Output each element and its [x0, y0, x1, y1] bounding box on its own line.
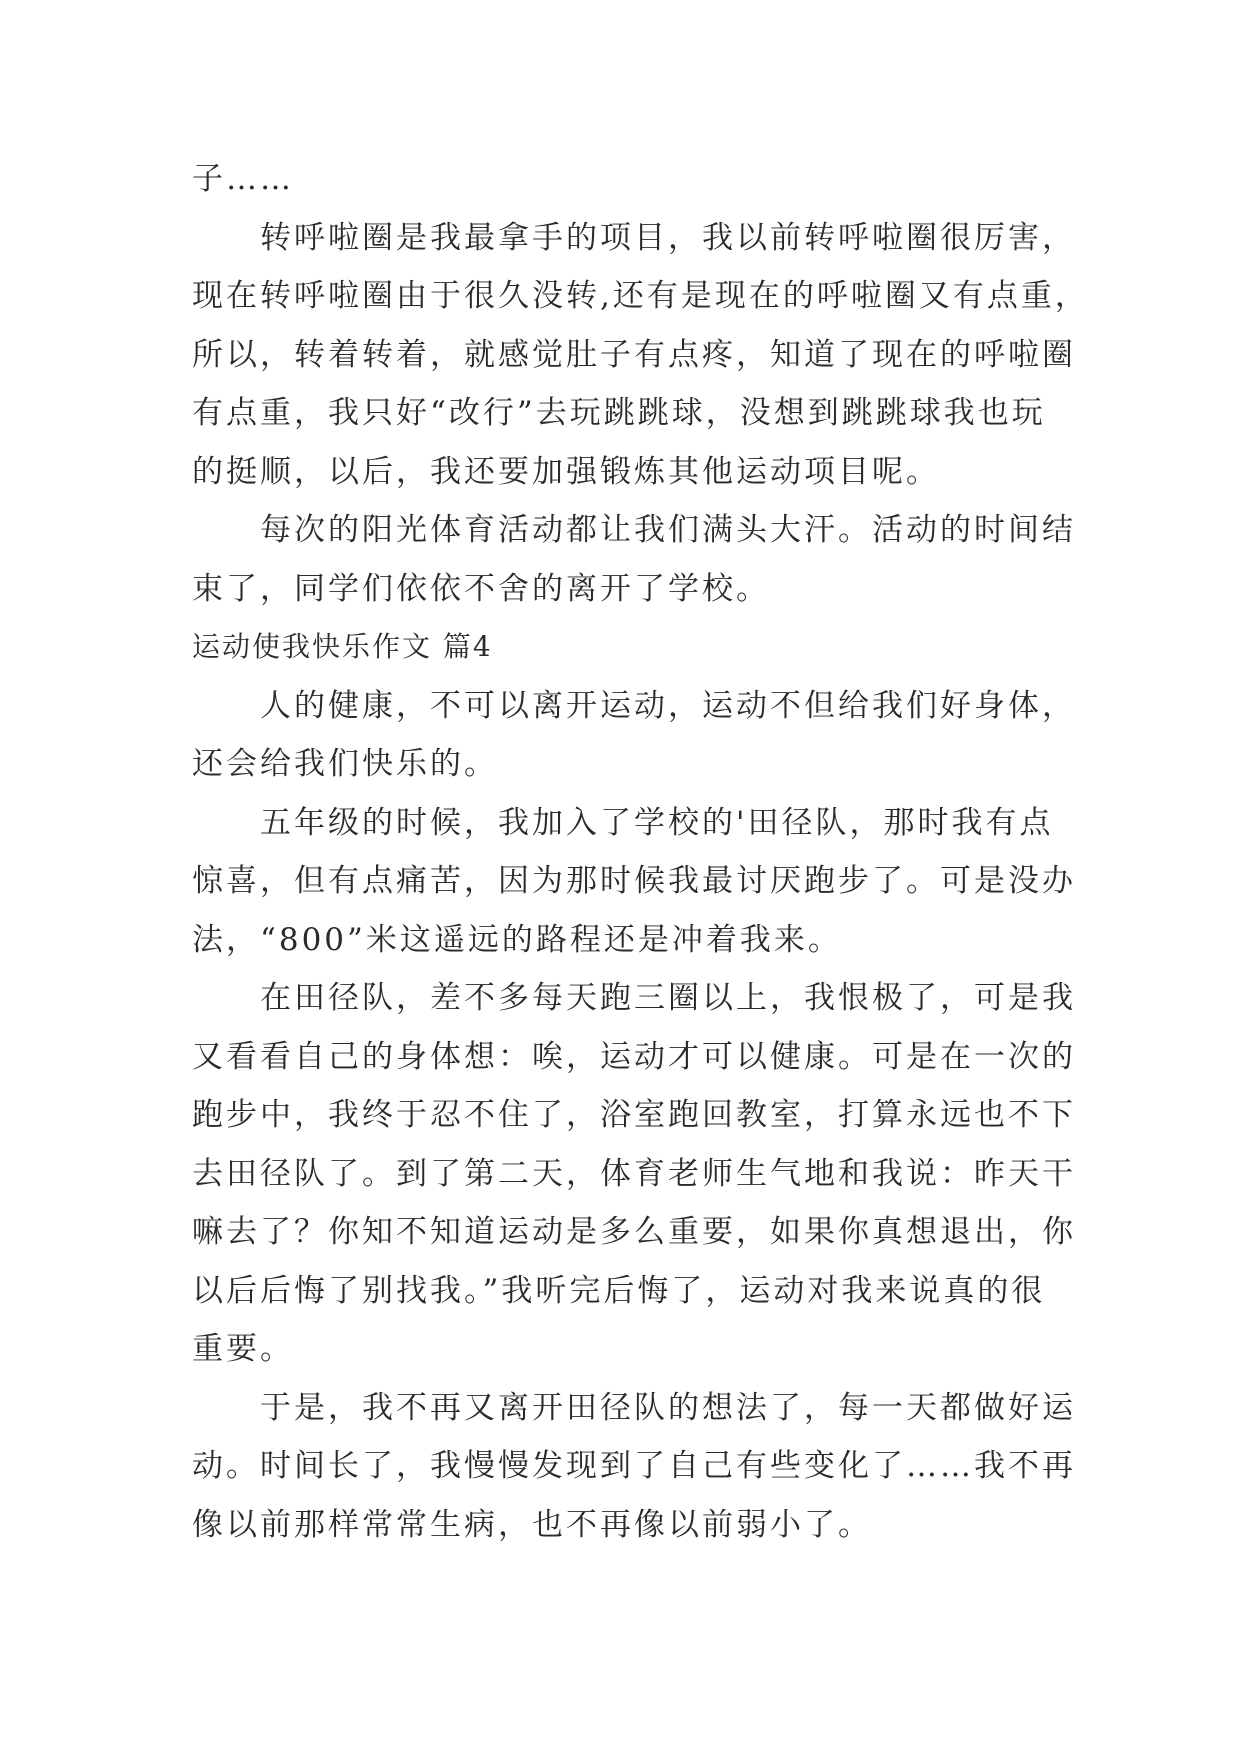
text-line: 嘛去了？你知不知道运动是多么重要，如果你真想退出，你 [192, 1214, 1076, 1250]
text-line: 有点重，我只好“改行”去玩跳跳球，没想到跳跳球我也玩 [192, 395, 1046, 431]
text-line: 现在转呼啦圈由于很久没转,还有是现在的呼啦圈又有点重， [192, 278, 1089, 314]
text-line: 像以前那样常常生病，也不再像以前弱小了。 [192, 1506, 872, 1543]
text-line: 动。时间长了，我慢慢发现到了自己有些变化了……我不再 [192, 1448, 1076, 1484]
paragraph [192, 1379, 1152, 1555]
text-line: 转呼啦圈是我最拿手的项目，我以前转呼啦圈很厉害， [260, 219, 1076, 256]
text-line: 五年级的时候，我加入了学校的'田径队，那时我有点 [260, 804, 1054, 841]
text-line: 法，“800”米这遥远的路程还是冲着我来。 [192, 921, 842, 958]
section-heading: 运动使我快乐作文 篇4 [192, 630, 493, 663]
text-line: 的挺顺，以后，我还要加强锻炼其他运动项目呢。 [192, 453, 940, 490]
paragraph [192, 150, 1152, 209]
text-line: 子…… [192, 161, 294, 197]
paragraph [192, 677, 1152, 794]
text-line: 每次的阳光体育活动都让我们满头大汗。活动的时间结 [260, 512, 1076, 548]
text-line: 于是，我不再又离开田径队的想法了，每一天都做好运 [260, 1389, 1076, 1426]
text-line: 所以，转着转着，就感觉肚子有点疼，知道了现在的呼啦圈 [192, 336, 1076, 373]
document-body [192, 150, 1152, 1554]
text-line: 以后后悔了别找我。”我听完后悔了，运动对我来说真的很 [192, 1272, 1046, 1309]
paragraph [192, 501, 1152, 618]
text-line: 在田径队，差不多每天跑三圈以上，我恨极了，可是我 [260, 980, 1076, 1016]
paragraph [192, 969, 1152, 1379]
paragraph [192, 209, 1152, 502]
text-line: 又看看自己的身体想：唉，运动才可以健康。可是在一次的 [192, 1038, 1076, 1075]
text-line: 重要。 [192, 1331, 294, 1367]
text-line: 人的健康，不可以离开运动，运动不但给我们好身体， [260, 687, 1076, 724]
text-line: 束了，同学们依依不舍的离开了学校。 [192, 570, 770, 607]
text-line: 还会给我们快乐的。 [192, 746, 498, 782]
paragraph [192, 794, 1152, 970]
text-line: 惊喜，但有点痛苦，因为那时候我最讨厌跑步了。可是没办 [192, 863, 1076, 899]
text-line: 去田径队了。到了第二天，体育老师生气地和我说：昨天干 [192, 1155, 1076, 1192]
text-line: 跑步中，我终于忍不住了，浴室跑回教室，打算永远也不下 [192, 1097, 1076, 1133]
